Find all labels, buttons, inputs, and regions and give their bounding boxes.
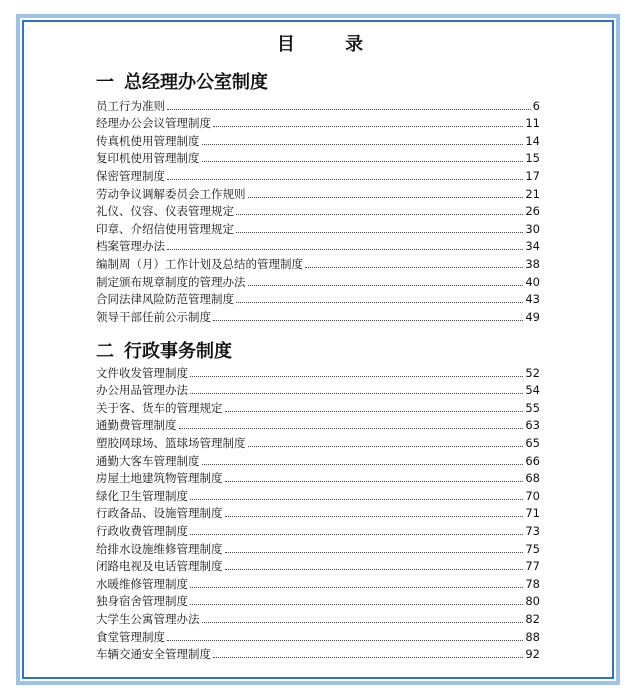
toc-entry[interactable] xyxy=(96,271,540,289)
toc-entry-page-number: 75 xyxy=(525,541,540,556)
toc-entry-label: 绿化卫生管理制度 xyxy=(96,488,188,503)
toc-entry-label: 劳动争议调解委员会工作规则 xyxy=(96,186,246,201)
dot-leader xyxy=(305,267,523,268)
toc-entry-page-number: 65 xyxy=(525,435,540,450)
toc-entry-page-number: 68 xyxy=(525,471,540,486)
toc-title: 目 录 xyxy=(276,34,386,55)
toc-entry-page-number: 92 xyxy=(525,647,540,662)
dot-leader xyxy=(202,622,524,623)
toc-entry-label: 行政收费管理制度 xyxy=(96,523,188,538)
dot-leader xyxy=(225,516,524,517)
toc-entry[interactable] xyxy=(96,644,540,662)
toc-entry-label: 合同法律风险防范管理制度 xyxy=(96,292,234,307)
section-heading-1 xyxy=(96,68,268,94)
toc-entry[interactable] xyxy=(96,432,540,450)
dot-leader xyxy=(190,376,523,377)
toc-entry-page-number: 21 xyxy=(525,186,540,201)
dot-leader xyxy=(213,126,523,127)
toc-entry-label: 独身宿舍管理制度 xyxy=(96,594,188,609)
toc-entry-label: 印章、介绍信使用管理规定 xyxy=(96,221,234,236)
dot-leader xyxy=(225,481,524,482)
toc-entry-label: 制定颁布规章制度的管理办法 xyxy=(96,274,246,289)
toc-entry[interactable] xyxy=(96,362,540,380)
toc-entry-label: 传真机使用管理制度 xyxy=(96,133,200,148)
toc-entry-page-number: 66 xyxy=(525,453,540,468)
toc-entry[interactable] xyxy=(96,113,540,131)
toc-entry-label: 食堂管理制度 xyxy=(96,629,165,644)
toc-entry-page-number: 34 xyxy=(525,239,540,254)
toc-entry-label: 给排水设施维修管理制度 xyxy=(96,541,223,556)
toc-entry-page-number: 26 xyxy=(525,204,540,219)
section-number: 一 xyxy=(96,72,114,93)
section-1-entries xyxy=(96,95,540,324)
toc-entry-page-number: 52 xyxy=(525,365,540,380)
toc-entry[interactable] xyxy=(96,236,540,254)
toc-entry[interactable] xyxy=(96,415,540,433)
toc-entry[interactable] xyxy=(96,306,540,324)
toc-entry[interactable] xyxy=(96,520,540,538)
dot-leader xyxy=(167,109,531,110)
toc-entry-page-number: 17 xyxy=(525,168,540,183)
toc-entry-page-number: 6 xyxy=(532,98,540,113)
toc-entry[interactable] xyxy=(96,591,540,609)
dot-leader xyxy=(190,587,523,588)
toc-entry-page-number: 78 xyxy=(525,576,540,591)
toc-entry[interactable] xyxy=(96,468,540,486)
toc-entry[interactable] xyxy=(96,485,540,503)
toc-entry[interactable] xyxy=(96,165,540,183)
section-title: 总经理办公室制度 xyxy=(124,72,268,93)
dot-leader xyxy=(167,640,523,641)
toc-entry-label: 行政备品、设施管理制度 xyxy=(96,506,223,521)
dot-leader xyxy=(202,464,524,465)
toc-entry-label: 编制周（月）工作计划及总结的管理制度 xyxy=(96,256,303,271)
dot-leader xyxy=(236,302,523,303)
toc-entry-page-number: 49 xyxy=(525,309,540,324)
toc-entry-label: 领导干部任前公示制度 xyxy=(96,309,211,324)
dot-leader xyxy=(202,144,524,145)
toc-entry-label: 礼仪、仪容、仪表管理规定 xyxy=(96,204,234,219)
toc-entry[interactable] xyxy=(96,503,540,521)
toc-entry-page-number: 54 xyxy=(525,383,540,398)
toc-entry-page-number: 63 xyxy=(525,418,540,433)
toc-entry-label: 水暖维修管理制度 xyxy=(96,576,188,591)
toc-entry-page-number: 82 xyxy=(525,611,540,626)
dot-leader xyxy=(190,534,523,535)
toc-entry-label: 房屋土地建筑物管理制度 xyxy=(96,471,223,486)
toc-entry[interactable] xyxy=(96,450,540,468)
toc-entry-page-number: 88 xyxy=(525,629,540,644)
toc-entry-label: 文件收发管理制度 xyxy=(96,365,188,380)
section-number: 二 xyxy=(96,341,114,362)
dot-leader xyxy=(236,214,523,215)
toc-entry-page-number: 70 xyxy=(525,488,540,503)
toc-entry-page-number: 55 xyxy=(525,400,540,415)
toc-entry[interactable] xyxy=(96,95,540,113)
toc-entry-page-number: 40 xyxy=(525,274,540,289)
toc-entry-label: 员工行为准则 xyxy=(96,98,165,113)
toc-entry-label: 保密管理制度 xyxy=(96,168,165,183)
toc-entry-page-number: 43 xyxy=(525,292,540,307)
toc-entry[interactable] xyxy=(96,380,540,398)
dot-leader xyxy=(190,499,523,500)
toc-entry[interactable] xyxy=(96,289,540,307)
toc-entry[interactable] xyxy=(96,573,540,591)
toc-entry-page-number: 38 xyxy=(525,256,540,271)
toc-entry-label: 通勤费管理制度 xyxy=(96,418,177,433)
toc-entry-page-number: 14 xyxy=(525,133,540,148)
toc-entry[interactable] xyxy=(96,626,540,644)
toc-entry-label: 办公用品管理办法 xyxy=(96,383,188,398)
toc-entry-label: 通勤大客车管理制度 xyxy=(96,453,200,468)
toc-entry-label: 关于客、货车的管理规定 xyxy=(96,400,223,415)
section-title: 行政事务制度 xyxy=(124,341,232,362)
dot-leader xyxy=(248,285,524,286)
toc-entry-page-number: 71 xyxy=(525,506,540,521)
toc-entry-label: 车辆交通安全管理制度 xyxy=(96,647,211,662)
dot-leader xyxy=(236,232,523,233)
toc-entry[interactable] xyxy=(96,538,540,556)
toc-entry[interactable] xyxy=(96,556,540,574)
dot-leader xyxy=(167,179,523,180)
toc-entry[interactable] xyxy=(96,218,540,236)
dot-leader xyxy=(225,552,524,553)
toc-entry[interactable] xyxy=(96,608,540,626)
toc-entry[interactable] xyxy=(96,201,540,219)
toc-entry-label: 塑胶网球场、篮球场管理制度 xyxy=(96,435,246,450)
dot-leader xyxy=(190,604,523,605)
dot-leader xyxy=(225,411,524,412)
toc-entry-page-number: 80 xyxy=(525,594,540,609)
toc-entry[interactable] xyxy=(96,253,540,271)
toc-entry-label: 经理办公会议管理制度 xyxy=(96,116,211,131)
toc-entry-label: 大学生公寓管理办法 xyxy=(96,611,200,626)
toc-entry[interactable] xyxy=(96,130,540,148)
toc-entry-page-number: 30 xyxy=(525,221,540,236)
toc-entry[interactable] xyxy=(96,397,540,415)
dot-leader xyxy=(190,393,523,394)
dot-leader xyxy=(248,197,524,198)
toc-entry-label: 复印机使用管理制度 xyxy=(96,151,200,166)
toc-entry[interactable] xyxy=(96,183,540,201)
dot-leader xyxy=(225,569,524,570)
toc-entry-page-number: 77 xyxy=(525,559,540,574)
dot-leader xyxy=(248,446,524,447)
toc-entry-page-number: 73 xyxy=(525,523,540,538)
section-2-entries xyxy=(96,362,540,661)
section-heading-2 xyxy=(96,337,232,363)
dot-leader xyxy=(167,249,523,250)
dot-leader xyxy=(179,428,524,429)
toc-entry[interactable] xyxy=(96,148,540,166)
dot-leader xyxy=(213,320,523,321)
toc-entry-label: 闭路电视及电话管理制度 xyxy=(96,559,223,574)
toc-entry-page-number: 11 xyxy=(525,116,540,131)
dot-leader xyxy=(213,657,523,658)
dot-leader xyxy=(202,161,524,162)
toc-entry-page-number: 15 xyxy=(525,151,540,166)
toc-entry-label: 档案管理办法 xyxy=(96,239,165,254)
